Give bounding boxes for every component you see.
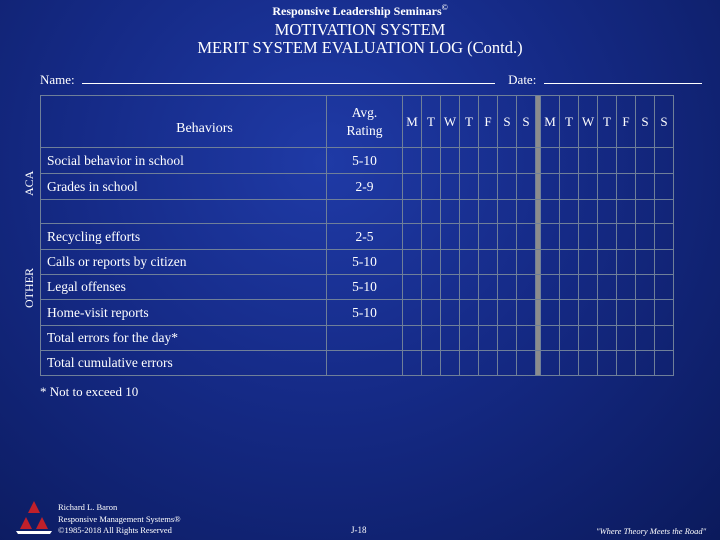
day-header: S bbox=[498, 96, 517, 148]
day-entry-cell[interactable] bbox=[479, 224, 498, 250]
day-entry-cell[interactable] bbox=[560, 200, 579, 224]
day-entry-cell[interactable] bbox=[636, 200, 655, 224]
day-entry-cell[interactable] bbox=[598, 326, 617, 351]
day-entry-cell[interactable] bbox=[517, 200, 536, 224]
day-entry-cell[interactable] bbox=[460, 250, 479, 275]
day-entry-cell[interactable] bbox=[403, 275, 422, 300]
day-entry-cell[interactable] bbox=[517, 224, 536, 250]
day-entry-cell[interactable] bbox=[560, 351, 579, 376]
day-entry-cell[interactable] bbox=[579, 351, 598, 376]
table-row bbox=[41, 351, 674, 376]
day-entry-cell[interactable] bbox=[598, 351, 617, 376]
day-entry-cell[interactable] bbox=[441, 326, 460, 351]
day-entry-cell[interactable] bbox=[636, 174, 655, 200]
day-entry-cell[interactable] bbox=[460, 351, 479, 376]
behavior-cell bbox=[41, 200, 327, 224]
day-header: T bbox=[598, 96, 617, 148]
day-header: S bbox=[636, 96, 655, 148]
day-entry-cell[interactable] bbox=[517, 275, 536, 300]
day-header: F bbox=[617, 96, 636, 148]
day-entry-cell[interactable] bbox=[655, 200, 674, 224]
day-entry-cell[interactable] bbox=[541, 224, 560, 250]
day-entry-cell[interactable] bbox=[517, 300, 536, 326]
day-entry-cell[interactable] bbox=[517, 148, 536, 174]
table-row bbox=[41, 224, 674, 250]
day-header: W bbox=[441, 96, 460, 148]
day-entry-cell[interactable] bbox=[422, 351, 441, 376]
day-entry-cell[interactable] bbox=[655, 224, 674, 250]
day-entry-cell[interactable] bbox=[422, 300, 441, 326]
day-entry-cell[interactable] bbox=[498, 275, 517, 300]
day-entry-cell[interactable] bbox=[422, 275, 441, 300]
day-entry-cell[interactable] bbox=[498, 174, 517, 200]
day-entry-cell[interactable] bbox=[636, 300, 655, 326]
day-entry-cell[interactable] bbox=[579, 275, 598, 300]
day-entry-cell[interactable] bbox=[541, 250, 560, 275]
day-entry-cell[interactable] bbox=[560, 148, 579, 174]
behavior-cell: Grades in school bbox=[41, 174, 327, 200]
day-header: M bbox=[403, 96, 422, 148]
day-entry-cell[interactable] bbox=[441, 300, 460, 326]
behavior-cell: Recycling efforts bbox=[41, 224, 327, 250]
day-header: T bbox=[560, 96, 579, 148]
rating-cell bbox=[327, 326, 403, 351]
day-entry-cell[interactable] bbox=[655, 351, 674, 376]
day-entry-cell[interactable] bbox=[598, 148, 617, 174]
day-entry-cell[interactable] bbox=[441, 200, 460, 224]
credits-block bbox=[58, 502, 181, 537]
day-entry-cell[interactable] bbox=[479, 275, 498, 300]
evaluation-log-table bbox=[40, 95, 674, 376]
day-entry-cell[interactable] bbox=[636, 351, 655, 376]
day-entry-cell[interactable] bbox=[579, 300, 598, 326]
behavior-cell: Total errors for the day* bbox=[41, 326, 327, 351]
rating-cell: 2-5 bbox=[327, 224, 403, 250]
day-entry-cell[interactable] bbox=[579, 250, 598, 275]
rating-cell bbox=[327, 351, 403, 376]
table-row bbox=[41, 250, 674, 275]
behavior-cell: Home-visit reports bbox=[41, 300, 327, 326]
day-entry-cell[interactable] bbox=[479, 148, 498, 174]
day-entry-cell[interactable] bbox=[541, 326, 560, 351]
day-entry-cell[interactable] bbox=[422, 326, 441, 351]
day-entry-cell[interactable] bbox=[598, 275, 617, 300]
day-entry-cell[interactable] bbox=[617, 250, 636, 275]
day-entry-cell[interactable] bbox=[517, 174, 536, 200]
day-entry-cell[interactable] bbox=[617, 148, 636, 174]
day-entry-cell[interactable] bbox=[617, 174, 636, 200]
day-entry-cell[interactable] bbox=[560, 326, 579, 351]
day-header: S bbox=[517, 96, 536, 148]
day-entry-cell[interactable] bbox=[617, 351, 636, 376]
day-entry-cell[interactable] bbox=[517, 351, 536, 376]
day-entry-cell[interactable] bbox=[655, 300, 674, 326]
day-entry-cell[interactable] bbox=[403, 148, 422, 174]
day-entry-cell[interactable] bbox=[479, 200, 498, 224]
day-entry-cell[interactable] bbox=[636, 148, 655, 174]
tagline: "Where Theory Meets the Road" bbox=[596, 526, 707, 536]
organization-mark: © bbox=[441, 3, 448, 12]
day-entry-cell[interactable] bbox=[579, 148, 598, 174]
name-field[interactable] bbox=[82, 72, 495, 84]
day-entry-cell[interactable] bbox=[541, 275, 560, 300]
section-label-other: OTHER bbox=[22, 268, 36, 308]
table-body bbox=[41, 148, 674, 376]
footnote: * Not to exceed 10 bbox=[40, 384, 139, 399]
day-header: F bbox=[479, 96, 498, 148]
day-entry-cell[interactable] bbox=[498, 351, 517, 376]
name-label: Name: bbox=[40, 72, 75, 87]
day-entry-cell[interactable] bbox=[598, 200, 617, 224]
day-entry-cell[interactable] bbox=[479, 351, 498, 376]
day-entry-cell[interactable] bbox=[560, 250, 579, 275]
day-entry-cell[interactable] bbox=[498, 250, 517, 275]
day-entry-cell[interactable] bbox=[403, 200, 422, 224]
day-entry-cell[interactable] bbox=[422, 148, 441, 174]
day-entry-cell[interactable] bbox=[541, 148, 560, 174]
day-entry-cell[interactable] bbox=[655, 250, 674, 275]
page-subtitle: MERIT SYSTEM EVALUATION LOG (Contd.) bbox=[197, 38, 523, 57]
day-entry-cell[interactable] bbox=[579, 326, 598, 351]
day-entry-cell[interactable] bbox=[422, 200, 441, 224]
day-entry-cell[interactable] bbox=[636, 326, 655, 351]
day-entry-cell[interactable] bbox=[479, 300, 498, 326]
copyright-notice: ©1985-2018 All Rights Reserved bbox=[58, 525, 172, 535]
day-entry-cell[interactable] bbox=[560, 300, 579, 326]
day-entry-cell[interactable] bbox=[617, 326, 636, 351]
day-entry-cell[interactable] bbox=[479, 250, 498, 275]
section-label-aca: ACA bbox=[22, 170, 36, 196]
day-header: M bbox=[541, 96, 560, 148]
day-entry-cell[interactable] bbox=[422, 250, 441, 275]
table-row bbox=[41, 300, 674, 326]
day-entry-cell[interactable] bbox=[579, 224, 598, 250]
day-entry-cell[interactable] bbox=[460, 326, 479, 351]
day-entry-cell[interactable] bbox=[498, 326, 517, 351]
day-entry-cell[interactable] bbox=[560, 224, 579, 250]
day-entry-cell[interactable] bbox=[655, 275, 674, 300]
day-entry-cell[interactable] bbox=[617, 224, 636, 250]
day-entry-cell[interactable] bbox=[460, 275, 479, 300]
day-entry-cell[interactable] bbox=[560, 174, 579, 200]
day-entry-cell[interactable] bbox=[655, 326, 674, 351]
behavior-cell: Social behavior in school bbox=[41, 148, 327, 174]
table-row bbox=[41, 174, 674, 200]
day-entry-cell[interactable] bbox=[617, 300, 636, 326]
day-entry-cell[interactable] bbox=[598, 300, 617, 326]
organization-name: Responsive Leadership Seminars bbox=[272, 4, 442, 18]
rating-cell: 5-10 bbox=[327, 275, 403, 300]
page-title: MOTIVATION SYSTEM bbox=[274, 20, 446, 39]
day-entry-cell[interactable] bbox=[422, 224, 441, 250]
day-entry-cell[interactable] bbox=[579, 200, 598, 224]
behavior-cell: Legal offenses bbox=[41, 275, 327, 300]
date-label: Date: bbox=[508, 72, 537, 87]
day-entry-cell[interactable] bbox=[460, 300, 479, 326]
day-entry-cell[interactable] bbox=[441, 174, 460, 200]
day-entry-cell[interactable] bbox=[598, 224, 617, 250]
day-entry-cell[interactable] bbox=[441, 148, 460, 174]
table-row bbox=[41, 326, 674, 351]
day-entry-cell[interactable] bbox=[541, 174, 560, 200]
day-entry-cell[interactable] bbox=[441, 250, 460, 275]
day-entry-cell[interactable] bbox=[498, 148, 517, 174]
day-entry-cell[interactable] bbox=[403, 351, 422, 376]
day-entry-cell[interactable] bbox=[460, 200, 479, 224]
name-date-row bbox=[40, 72, 700, 88]
day-entry-cell[interactable] bbox=[655, 148, 674, 174]
day-entry-cell[interactable] bbox=[541, 300, 560, 326]
day-entry-cell[interactable] bbox=[541, 351, 560, 376]
day-entry-cell[interactable] bbox=[403, 224, 422, 250]
rating-cell: 2-9 bbox=[327, 174, 403, 200]
day-entry-cell[interactable] bbox=[403, 250, 422, 275]
day-entry-cell[interactable] bbox=[598, 250, 617, 275]
day-entry-cell[interactable] bbox=[441, 275, 460, 300]
table-row bbox=[41, 275, 674, 300]
day-entry-cell[interactable] bbox=[636, 275, 655, 300]
rating-cell bbox=[327, 200, 403, 224]
company-logo-icon bbox=[12, 499, 56, 535]
organization-header bbox=[0, 3, 720, 19]
table-row bbox=[41, 200, 674, 224]
day-entry-cell[interactable] bbox=[479, 326, 498, 351]
day-entry-cell[interactable] bbox=[498, 224, 517, 250]
day-entry-cell[interactable] bbox=[441, 351, 460, 376]
rating-cell: 5-10 bbox=[327, 300, 403, 326]
day-entry-cell[interactable] bbox=[460, 174, 479, 200]
table-header-row bbox=[41, 96, 674, 148]
date-field[interactable] bbox=[544, 72, 702, 84]
company-name: Responsive Management Systems® bbox=[58, 513, 181, 524]
day-entry-cell[interactable] bbox=[560, 275, 579, 300]
rating-cell: 5-10 bbox=[327, 250, 403, 275]
behavior-cell: Calls or reports by citizen bbox=[41, 250, 327, 275]
day-entry-cell[interactable] bbox=[636, 224, 655, 250]
day-entry-cell[interactable] bbox=[655, 174, 674, 200]
day-entry-cell[interactable] bbox=[517, 326, 536, 351]
day-entry-cell[interactable] bbox=[517, 250, 536, 275]
day-entry-cell[interactable] bbox=[598, 174, 617, 200]
day-entry-cell[interactable] bbox=[422, 174, 441, 200]
behaviors-header: Behaviors bbox=[41, 96, 327, 148]
day-entry-cell[interactable] bbox=[403, 300, 422, 326]
day-entry-cell[interactable] bbox=[403, 326, 422, 351]
day-entry-cell[interactable] bbox=[460, 148, 479, 174]
avg-rating-header: Avg. Rating bbox=[327, 96, 403, 148]
day-entry-cell[interactable] bbox=[498, 200, 517, 224]
day-entry-cell[interactable] bbox=[636, 250, 655, 275]
day-entry-cell[interactable] bbox=[498, 300, 517, 326]
day-entry-cell[interactable] bbox=[617, 275, 636, 300]
author-name: Richard L. Baron bbox=[58, 502, 118, 512]
day-header: T bbox=[422, 96, 441, 148]
day-entry-cell[interactable] bbox=[403, 174, 422, 200]
day-entry-cell[interactable] bbox=[460, 224, 479, 250]
day-entry-cell[interactable] bbox=[441, 224, 460, 250]
day-entry-cell[interactable] bbox=[579, 174, 598, 200]
behavior-cell: Total cumulative errors bbox=[41, 351, 327, 376]
day-entry-cell[interactable] bbox=[541, 200, 560, 224]
day-header: W bbox=[579, 96, 598, 148]
day-entry-cell[interactable] bbox=[479, 174, 498, 200]
table-row bbox=[41, 148, 674, 174]
day-entry-cell[interactable] bbox=[617, 200, 636, 224]
day-header: T bbox=[460, 96, 479, 148]
day-header: S bbox=[655, 96, 674, 148]
rating-cell: 5-10 bbox=[327, 148, 403, 174]
page-number: J-18 bbox=[351, 525, 367, 535]
